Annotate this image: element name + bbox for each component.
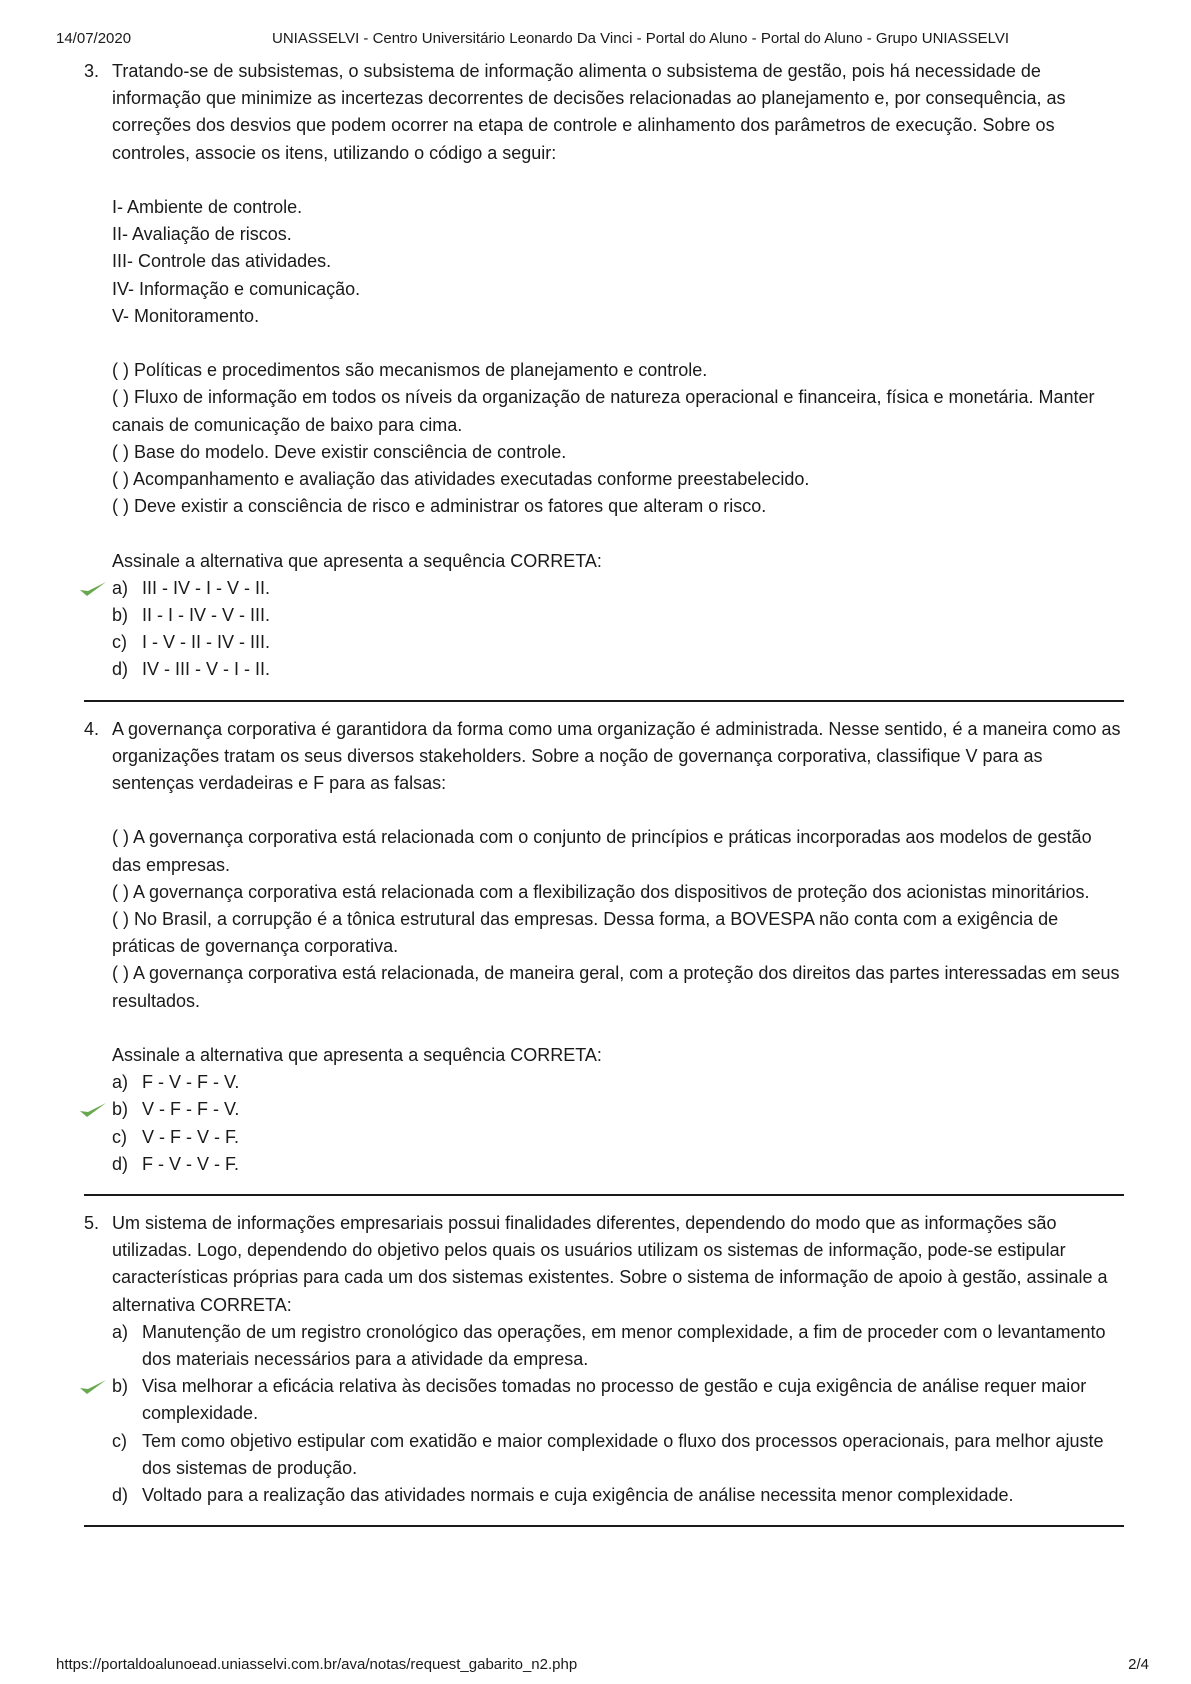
statement-list: [84, 357, 1124, 520]
option-letter: d): [112, 1153, 129, 1174]
print-date: 14/07/2020: [56, 30, 132, 47]
option-d: [84, 1482, 1124, 1509]
option-letter: a): [112, 577, 129, 598]
statement: ( ) Acompanhamento e avaliação das atividades executadas conforme preestabelecido.: [112, 469, 810, 490]
option-letter: c): [112, 632, 127, 653]
statement: ( ) Deve existir a consciência de risco e administrar os fatores que alteram o risco.: [112, 496, 767, 517]
checkmark-icon: [78, 1101, 108, 1119]
option-letter: d): [112, 1485, 129, 1506]
print-page-title: UNIASSELVI - Centro Universitário Leonardo Da Vinci - Portal do Aluno - Portal do Aluno - Grupo UNIASSELVI: [271, 30, 1010, 47]
option-text: III - IV - I - V - II.: [142, 577, 271, 598]
option-c: [84, 1428, 1124, 1482]
list-item: III- Controle das atividades.: [112, 251, 332, 272]
statement: ( ) Base do modelo. Deve existir consciência de controle.: [112, 441, 567, 462]
option-d: [84, 1151, 1124, 1178]
question-text: Tratando-se de subsistemas, o subsistema de informação alimenta o subsistema de gestão, pois há necessidade de informação que minimize as incertezas decorrentes de decisões relacionadas ao planejamento e, por consequência, as correções dos desvios que podem ocorrer na etapa de controle e alinhamento dos parâmetros de execução. Sobre os controles, associe os itens, utilizando o código a seguir:: [112, 61, 1066, 163]
option-letter: c): [112, 1430, 127, 1451]
question-number: 4.: [84, 718, 100, 739]
question-number: 5.: [84, 1213, 100, 1234]
statement: ( ) A governança corporativa está relacionada com a flexibilização dos dispositivos de proteção dos acionistas minoritários.: [112, 881, 1090, 902]
option-text: V - F - F - V.: [142, 1099, 240, 1120]
option-d: [84, 656, 1124, 683]
option-letter: a): [112, 1321, 129, 1342]
option-letter: b): [112, 1099, 129, 1120]
option-b: [84, 602, 1124, 629]
option-letter: b): [112, 605, 129, 626]
option-c: [84, 629, 1124, 656]
list-item: IV- Informação e comunicação.: [112, 278, 361, 299]
question-text: A governança corporativa é garantidora da forma como uma organização é administrada. Nesse sentido, é a maneira como as organizações tratam os seus diversos stakeholders. Sobre a noção de governança corporativa, classifique V para as sentenças verdadeiras e F para as falsas:: [112, 718, 1121, 794]
list-item: II- Avaliação de riscos.: [112, 224, 292, 245]
item-list: [84, 194, 1124, 330]
list-item: I- Ambiente de controle.: [112, 197, 303, 217]
option-text: Tem como objetivo estipular com exatidão e maior complexidade o fluxo dos processos operacionais, para melhor ajuste dos sistemas de produção.: [142, 1430, 1104, 1478]
option-text: IV - III - V - I - II.: [142, 659, 271, 680]
checkmark-icon: [78, 1378, 108, 1396]
statement: ( ) No Brasil, a corrupção é a tônica estrutural das empresas. Dessa forma, a BOVESPA não conta com a exigência de práticas de governança corporativa.: [112, 909, 1059, 957]
option-text: Visa melhorar a eficácia relativa às decisões tomadas no processo de gestão e cuja exigência de análise requer maior complexidade.: [142, 1376, 1087, 1424]
checkmark-icon: [78, 580, 108, 598]
option-text: II - I - IV - V - III.: [142, 605, 271, 626]
option-text: Voltado para a realização das atividades normais e cuja exigência de análise necessita menor complexidade.: [142, 1485, 1014, 1506]
statement: ( ) Fluxo de informação em todos os níveis da organização de natureza operacional e financeira, física e monetária. Manter canais de comunicação de baixo para cima.: [112, 387, 1095, 435]
option-a: [84, 1069, 1124, 1096]
question-5: [84, 1210, 1124, 1319]
option-letter: b): [112, 1376, 129, 1397]
option-c: [84, 1124, 1124, 1151]
divider: [84, 700, 1124, 702]
statement: ( ) A governança corporativa está relacionada com o conjunto de princípios e práticas incorporadas aos modelos de gestão das empresas.: [112, 827, 1092, 875]
question-prompt: Assinale a alternativa que apresenta a sequência CORRETA:: [112, 550, 602, 571]
question-4: [84, 716, 1124, 798]
page-number: 2/4: [1128, 1656, 1149, 1673]
question-text: Um sistema de informações empresariais possui finalidades diferentes, dependendo do modo que as informações são utilizadas. Logo, dependendo do objetivo pelos quais os usuários utilizam os sistemas de informação, pode-se estipular características próprias para cada um dos sistemas existentes. Sobre o sistema de informação de apoio à gestão, assinale a alternativa CORRETA:: [112, 1213, 1108, 1315]
option-text: I - V - II - IV - III.: [142, 632, 271, 653]
option-letter: d): [112, 659, 129, 680]
statement: ( ) A governança corporativa está relacionada, de maneira geral, com a proteção dos direitos das partes interessadas em seus resultados.: [112, 963, 1120, 1011]
list-item: V- Monitoramento.: [112, 305, 260, 326]
option-a-correct: [84, 575, 1124, 602]
divider: [84, 1194, 1124, 1196]
answer-sheet: [84, 58, 1124, 1541]
option-text: F - V - F - V.: [142, 1072, 240, 1093]
divider: [84, 1525, 1124, 1527]
option-text: Manutenção de um registro cronológico das operações, em menor complexidade, a fim de proceder com o levantamento dos materiais necessários para a atividade da empresa.: [142, 1321, 1106, 1370]
option-letter: c): [112, 1126, 127, 1147]
option-text: F - V - V - F.: [142, 1153, 239, 1174]
question-3: [84, 58, 1124, 167]
statement-list: [84, 824, 1124, 1014]
option-letter: a): [112, 1072, 129, 1093]
option-a: [84, 1319, 1124, 1373]
option-b-correct: [84, 1373, 1124, 1427]
option-text: V - F - V - F.: [142, 1126, 239, 1147]
footer-url: https://portaldoalunoead.uniasselvi.com.br/ava/notas/request_gabarito_n2.php: [56, 1656, 578, 1673]
option-b-correct: [84, 1096, 1124, 1123]
statement: ( ) Políticas e procedimentos são mecanismos de planejamento e controle.: [112, 360, 708, 381]
question-prompt: Assinale a alternativa que apresenta a sequência CORRETA:: [112, 1045, 602, 1066]
question-number: 3.: [84, 61, 100, 81]
